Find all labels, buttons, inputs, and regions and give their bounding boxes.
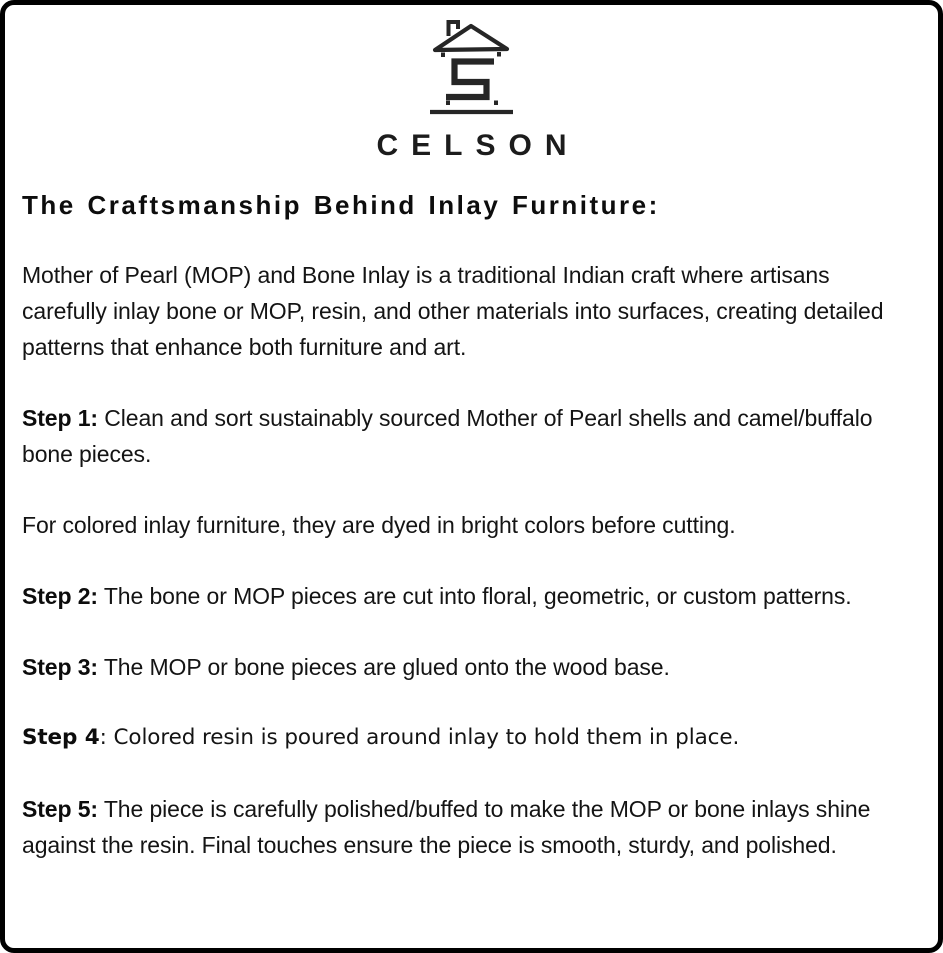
paragraph-text: The bone or MOP pieces are cut into floral, geometric, or custom patterns. <box>97 583 852 609</box>
paragraph-text: Mother of Pearl (MOP) and Bone Inlay is a traditional Indian craft where artisans carefully inlay bone or MOP, resin, and other materials into surfaces, creating detailed patterns that enhance both furniture and art. <box>22 262 884 360</box>
article-heading: The Craftsmanship Behind Inlay Furniture: <box>22 190 660 220</box>
article <box>5 190 938 863</box>
paragraph <box>22 578 894 614</box>
house-logo-icon <box>418 14 525 116</box>
paragraph-text: The piece is carefully polished/buffed to make the MOP or bone inlays shine against the resin. Final touches ensure the piece is smooth, sturdy, and polished. <box>22 796 871 858</box>
paragraph-text: Clean and sort sustainably sourced Mother of Pearl shells and camel/buffalo bone pieces. <box>22 405 873 467</box>
step-label: Step 4 <box>22 725 100 750</box>
step-label: Step 1: <box>22 405 98 431</box>
paragraph <box>22 257 894 365</box>
step-label: Step 3: <box>22 654 98 680</box>
paragraph <box>22 400 894 472</box>
paragraph <box>22 507 894 543</box>
paragraph-text: The MOP or bone pieces are glued onto the wood base. <box>97 654 670 680</box>
paragraph <box>22 791 894 863</box>
step-label: Step 5: <box>22 796 98 822</box>
paragraph-text: For colored inlay furniture, they are dyed in bright colors before cutting. <box>22 512 736 538</box>
celson-logo <box>5 14 938 116</box>
paragraph <box>22 649 894 685</box>
paragraph <box>22 720 894 756</box>
article-body <box>22 257 894 863</box>
brand-header <box>5 14 938 163</box>
paragraph-text: : Colored resin is poured around inlay to hold them in place. <box>99 725 740 750</box>
brand-name: CELSON <box>376 129 580 162</box>
step-label: Step 2: <box>22 583 98 609</box>
